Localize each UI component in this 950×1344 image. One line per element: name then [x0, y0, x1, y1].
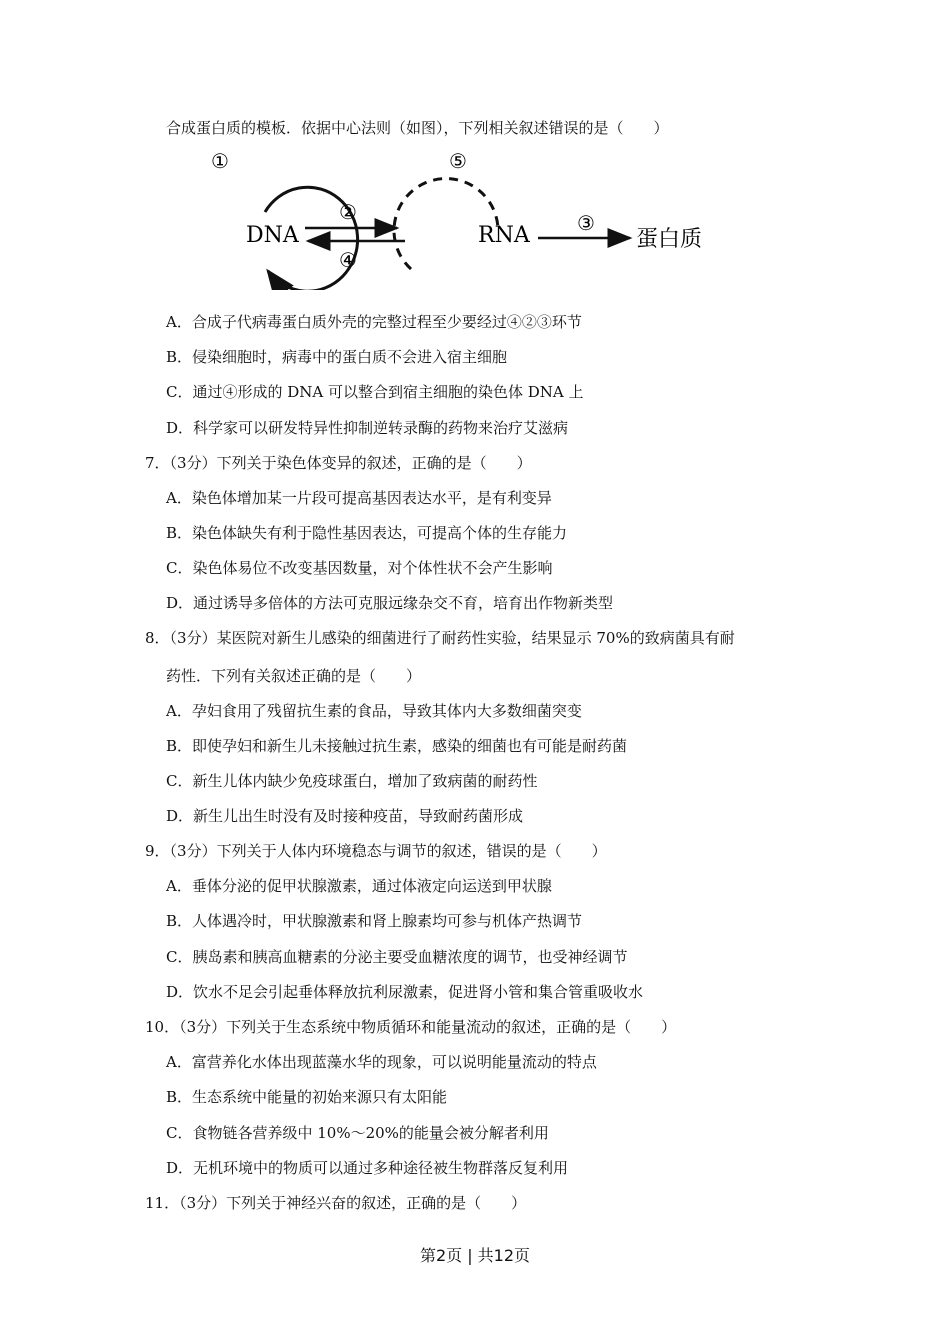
- q10-option-a: A．富营养化水体出现蓝藻水华的现象，可以说明能量流动的特点: [166, 1053, 597, 1071]
- rna-label: RNA: [478, 223, 530, 248]
- central-dogma-diagram: [160, 145, 730, 290]
- q9-stem: 9．（3分）下列关于人体内环境稳态与调节的叙述，错误的是（ ）: [145, 842, 607, 860]
- q9-option-b: B．人体遇冷时，甲状腺激素和肾上腺素均可参与机体产热调节: [166, 912, 583, 930]
- q6-option-b: B．侵染细胞时，病毒中的蛋白质不会进入宿主细胞: [166, 348, 508, 366]
- q6-option-d: D．科学家可以研发特异性抑制逆转录酶的药物来治疗艾滋病: [166, 419, 569, 437]
- step1-label: ①: [211, 149, 229, 173]
- q8-option-d: D．新生儿出生时没有及时接种疫苗，导致耐药菌形成: [166, 807, 524, 825]
- q7-stem: 7．（3分）下列关于染色体变异的叙述，正确的是（ ）: [145, 454, 532, 472]
- q10-stem: 10．（3分）下列关于生态系统中物质循环和能量流动的叙述，正确的是（ ）: [145, 1018, 677, 1036]
- q8-option-c: C．新生儿体内缺少免疫球蛋白，增加了致病菌的耐药性: [166, 772, 538, 790]
- q7-option-c: C．染色体易位不改变基因数量，对个体性状不会产生影响: [166, 559, 553, 577]
- q10-option-b: B．生态系统中能量的初始来源只有太阳能: [166, 1088, 448, 1106]
- q7-option-d: D．通过诱导多倍体的方法可克服远缘杂交不育，培育出作物新类型: [166, 594, 614, 612]
- q10-option-c: C．食物链各营养级中 10%～20%的能量会被分解者利用: [166, 1124, 549, 1142]
- q9-option-c: C．胰岛素和胰高血糖素的分泌主要受血糖浓度的调节，也受神经调节: [166, 948, 628, 966]
- question-6-stem-continuation: 合成蛋白质的模板．依据中心法则（如图），下列相关叙述错误的是（ ）: [166, 119, 669, 137]
- q8-stem: 8．（3分）某医院对新生儿感染的细菌进行了耐药性实验，结果显示 70%的致病菌具有耐: [145, 629, 735, 647]
- dna-label: DNA: [246, 223, 299, 248]
- q11-stem: 11．（3分）下列关于神经兴奋的叙述，正确的是（ ）: [145, 1194, 527, 1212]
- q9-option-a: A．垂体分泌的促甲状腺激素，通过体液定向运送到甲状腺: [166, 877, 552, 895]
- step4-label: ④: [339, 248, 357, 272]
- q8-stem-line2: 药性．下列有关叙述正确的是（ ）: [166, 667, 422, 685]
- q9-option-d: D．饮水不足会引起垂体释放抗利尿激素，促进肾小管和集合管重吸收水: [166, 983, 644, 1001]
- q7-option-a: A．染色体增加某一片段可提高基因表达水平，是有利变异: [166, 489, 552, 507]
- protein-label: 蛋白质: [636, 227, 703, 252]
- step5-label: ⑤: [449, 149, 467, 173]
- step3-label: ③: [577, 211, 595, 235]
- q8-option-a: A．孕妇食用了残留抗生素的食品，导致其体内大多数细菌突变: [166, 702, 582, 720]
- q8-option-b: B．即使孕妇和新生儿未接触过抗生素，感染的细菌也有可能是耐药菌: [166, 737, 628, 755]
- step2-label: ②: [339, 200, 357, 224]
- q7-option-b: B．染色体缺失有利于隐性基因表达，可提高个体的生存能力: [166, 524, 568, 542]
- page-footer: 第2页 | 共12页: [419, 1246, 531, 1265]
- q10-option-d: D．无机环境中的物质可以通过多种途径被生物群落反复利用: [166, 1159, 569, 1177]
- q6-option-a: A．合成子代病毒蛋白质外壳的完整过程至少要经过④②③环节: [166, 313, 582, 331]
- q6-option-c: C．通过④形成的 DNA 可以整合到宿主细胞的染色体 DNA 上: [166, 383, 584, 401]
